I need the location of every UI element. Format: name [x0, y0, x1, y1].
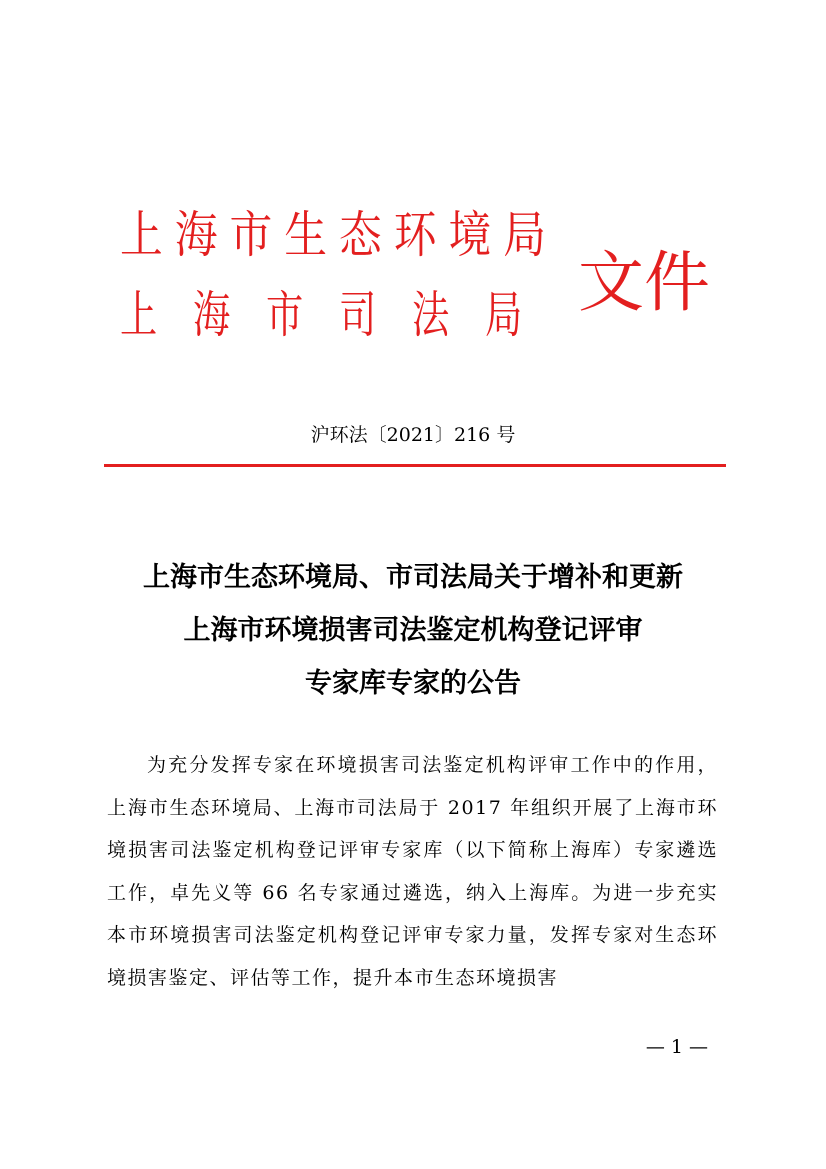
red-divider-line	[104, 464, 726, 467]
document-type-label: 文件	[578, 244, 710, 321]
title-line-1: 上海市生态环境局、市司法局关于增补和更新	[143, 562, 683, 593]
page-number: — 1 —	[645, 1036, 708, 1058]
document-title	[0, 551, 826, 710]
title-line-2: 上海市环境损害司法鉴定机构登记评审	[183, 615, 643, 646]
issuer-line-ecology-bureau: 上海市生态环境局	[120, 206, 558, 264]
title-line-3: 专家库专家的公告	[305, 668, 521, 699]
issuer-line-justice-bureau: 上海市司法局	[120, 286, 558, 344]
body-paragraph: 为充分发挥专家在环境损害司法鉴定机构评审工作中的作用，上海市生态环境局、上海市司法局于 2017 年组织开展了上海市环境损害司法鉴定机构登记评审专家库（以下简称上海库）专家遴选工作，卓先义等 66 名专家通过遴选，纳入上海库。为进一步充实本市环境损害司法鉴定机构登记评审专家力量，发挥专家对生态环境损害鉴定、评估等工作，提升本市生态环境损害	[107, 754, 718, 989]
document-number: 沪环法〔2021〕216 号	[310, 424, 516, 446]
